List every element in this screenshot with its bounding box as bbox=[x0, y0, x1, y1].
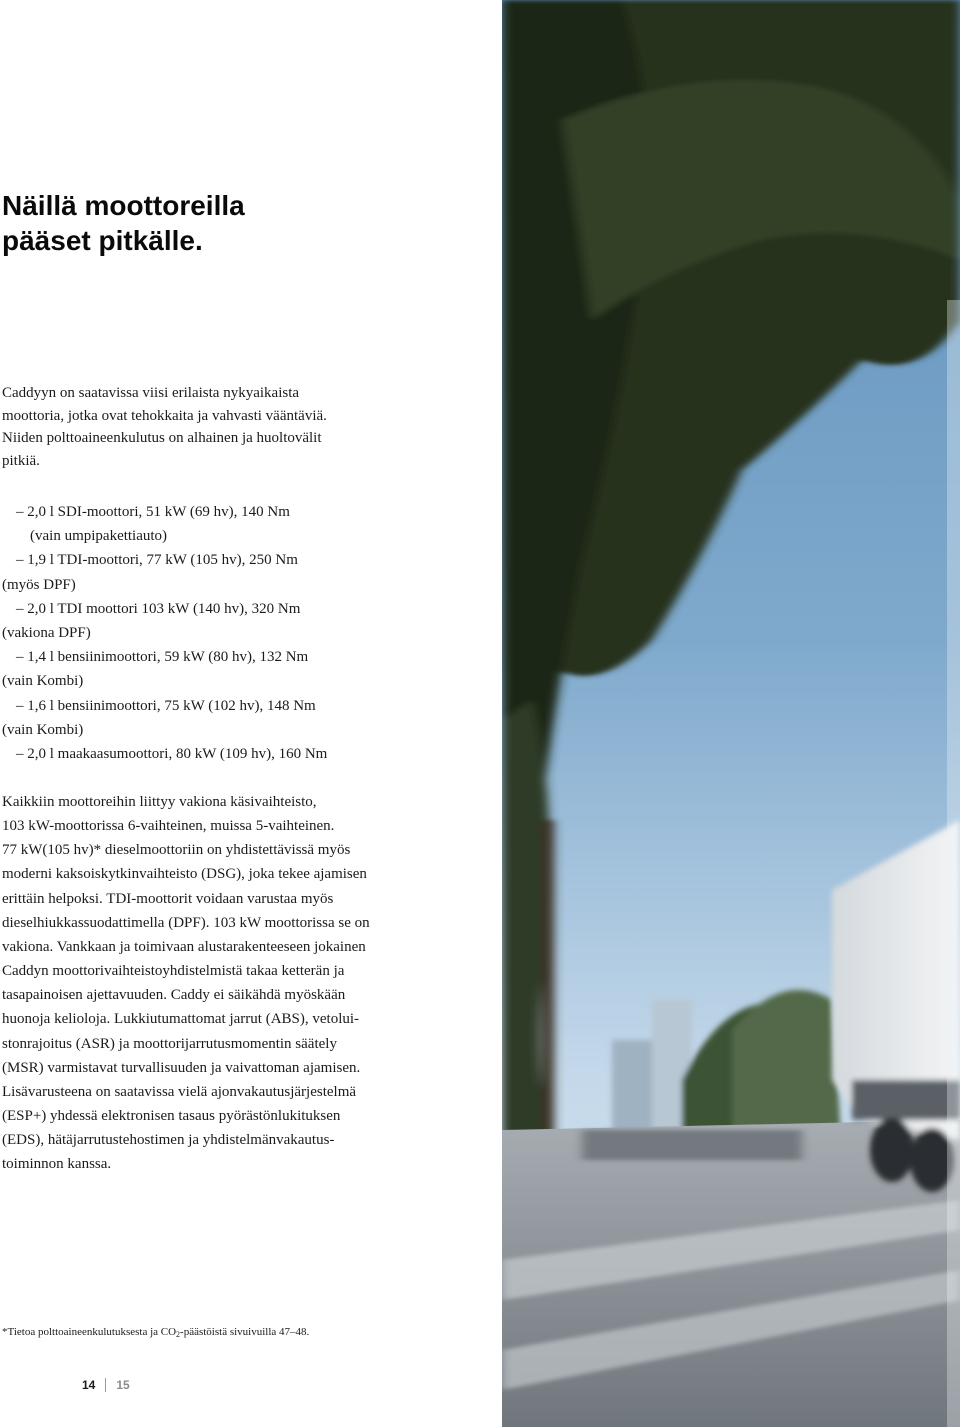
engine-list-line: (vakiona DPF) bbox=[2, 625, 91, 642]
body-line: (MSR) varmistavat turvallisuuden ja vaivattoman ajamisen. bbox=[2, 1059, 361, 1076]
engine-list-line: (vain Kombi) bbox=[2, 673, 84, 690]
engine-list bbox=[2, 500, 327, 766]
engine-list-line: – 1,9 l TDI-moottori, 77 kW (105 hv), 250 Nm bbox=[16, 552, 298, 569]
intro-line: Caddyyn on saatavissa viisi erilaista nykyaikaista bbox=[2, 385, 300, 401]
body-line: huonoja kelioloja. Lukkiutumattomat jarrut (ABS), vetolui- bbox=[2, 1011, 360, 1028]
page-heading bbox=[2, 188, 245, 258]
body-line: 77 kW(105 hv)* dieselmoottoriin on yhdistettävissä myös bbox=[2, 842, 351, 859]
body-line: erittäin helpoksi. TDI-moottorit voidaan varustaa myös bbox=[2, 890, 334, 907]
body-line: (ESP+) yhdessä elektronisen tasaus pyörästönlukituksen bbox=[2, 1108, 341, 1125]
body-line: moderni kaksoiskytkinvaihteisto (DSG), joka tekee ajamisen bbox=[2, 866, 367, 883]
page-numbers bbox=[82, 1378, 130, 1392]
engine-list-line: – 2,0 l TDI moottori 103 kW (140 hv), 320 Nm bbox=[16, 600, 301, 617]
body-line: Lisävarusteena on saatavissa vielä ajonvakautusjärjestelmä bbox=[2, 1083, 357, 1100]
page-number-divider bbox=[105, 1378, 106, 1392]
body-paragraph bbox=[2, 790, 370, 1177]
body-line: (EDS), hätäjarrutustehostimen ja yhdistelmänvakautus- bbox=[2, 1132, 335, 1149]
body-line: Caddyn moottorivaihteistoyhdistelmistä takaa ketterän ja bbox=[2, 963, 345, 980]
engine-list-line: (vain umpipakettiauto) bbox=[30, 528, 168, 545]
engine-list-line: – 1,4 l bensiinimoottori, 59 kW (80 hv), 132 Nm bbox=[16, 649, 309, 666]
engine-list-line: (vain Kombi) bbox=[2, 721, 84, 738]
heading-line: pääset pitkälle. bbox=[2, 225, 203, 256]
footnote-subscript: 2 bbox=[176, 1330, 181, 1339]
body-line: toiminnon kanssa. bbox=[2, 1156, 112, 1173]
intro-paragraph bbox=[2, 382, 327, 472]
body-line: dieselhiukkassuodattimella (DPF). 103 kW moottorissa se on bbox=[2, 914, 370, 931]
footnote-text-end: -päästöistä sivuivuilla 47–48. bbox=[180, 1326, 310, 1338]
intro-line: moottoria, jotka ovat tehokkaita ja vahvasti vääntäviä. bbox=[2, 407, 327, 424]
engine-list-line: – 1,6 l bensiinimoottori, 75 kW (102 hv), 148 Nm bbox=[16, 697, 316, 714]
page-number-right: 15 bbox=[116, 1378, 130, 1392]
body-line: Kaikkiin moottoreihin liittyy vakiona käsivaihteisto, bbox=[2, 794, 317, 810]
page-number-left: 14 bbox=[82, 1378, 96, 1392]
footnote bbox=[2, 1325, 309, 1342]
footnote-text: *Tietoa polttoaineenkulutuksesta ja CO bbox=[2, 1326, 177, 1338]
photo-motion-blur-tree-truck-icon bbox=[502, 0, 960, 1427]
intro-line: Niiden polttoaineenkulutus on alhainen ja huoltovälit bbox=[2, 430, 322, 446]
body-line: stonrajoitus (ASR) ja moottorijarrutusmomentin säätely bbox=[2, 1035, 337, 1052]
heading-line: Näillä moottoreilla bbox=[2, 190, 245, 221]
engine-list-line: (myös DPF) bbox=[2, 576, 76, 593]
body-line: vakiona. Vankkaan ja toimivaan alustarakenteeseen jokainen bbox=[2, 938, 366, 955]
intro-line: pitkiä. bbox=[2, 452, 40, 469]
engine-list-line: – 2,0 l maakaasumoottori, 80 kW (109 hv), 160 Nm bbox=[16, 746, 328, 763]
body-line: tasapainoisen ajettavuuden. Caddy ei säikähdä myöskään bbox=[2, 987, 346, 1004]
photo-panel bbox=[502, 0, 960, 1427]
body-line: 103 kW-moottorissa 6-vaihteinen, muissa 5-vaihteinen. bbox=[2, 818, 335, 835]
engine-list-line: – 2,0 l SDI-moottori, 51 kW (69 hv), 140 Nm bbox=[16, 504, 290, 520]
